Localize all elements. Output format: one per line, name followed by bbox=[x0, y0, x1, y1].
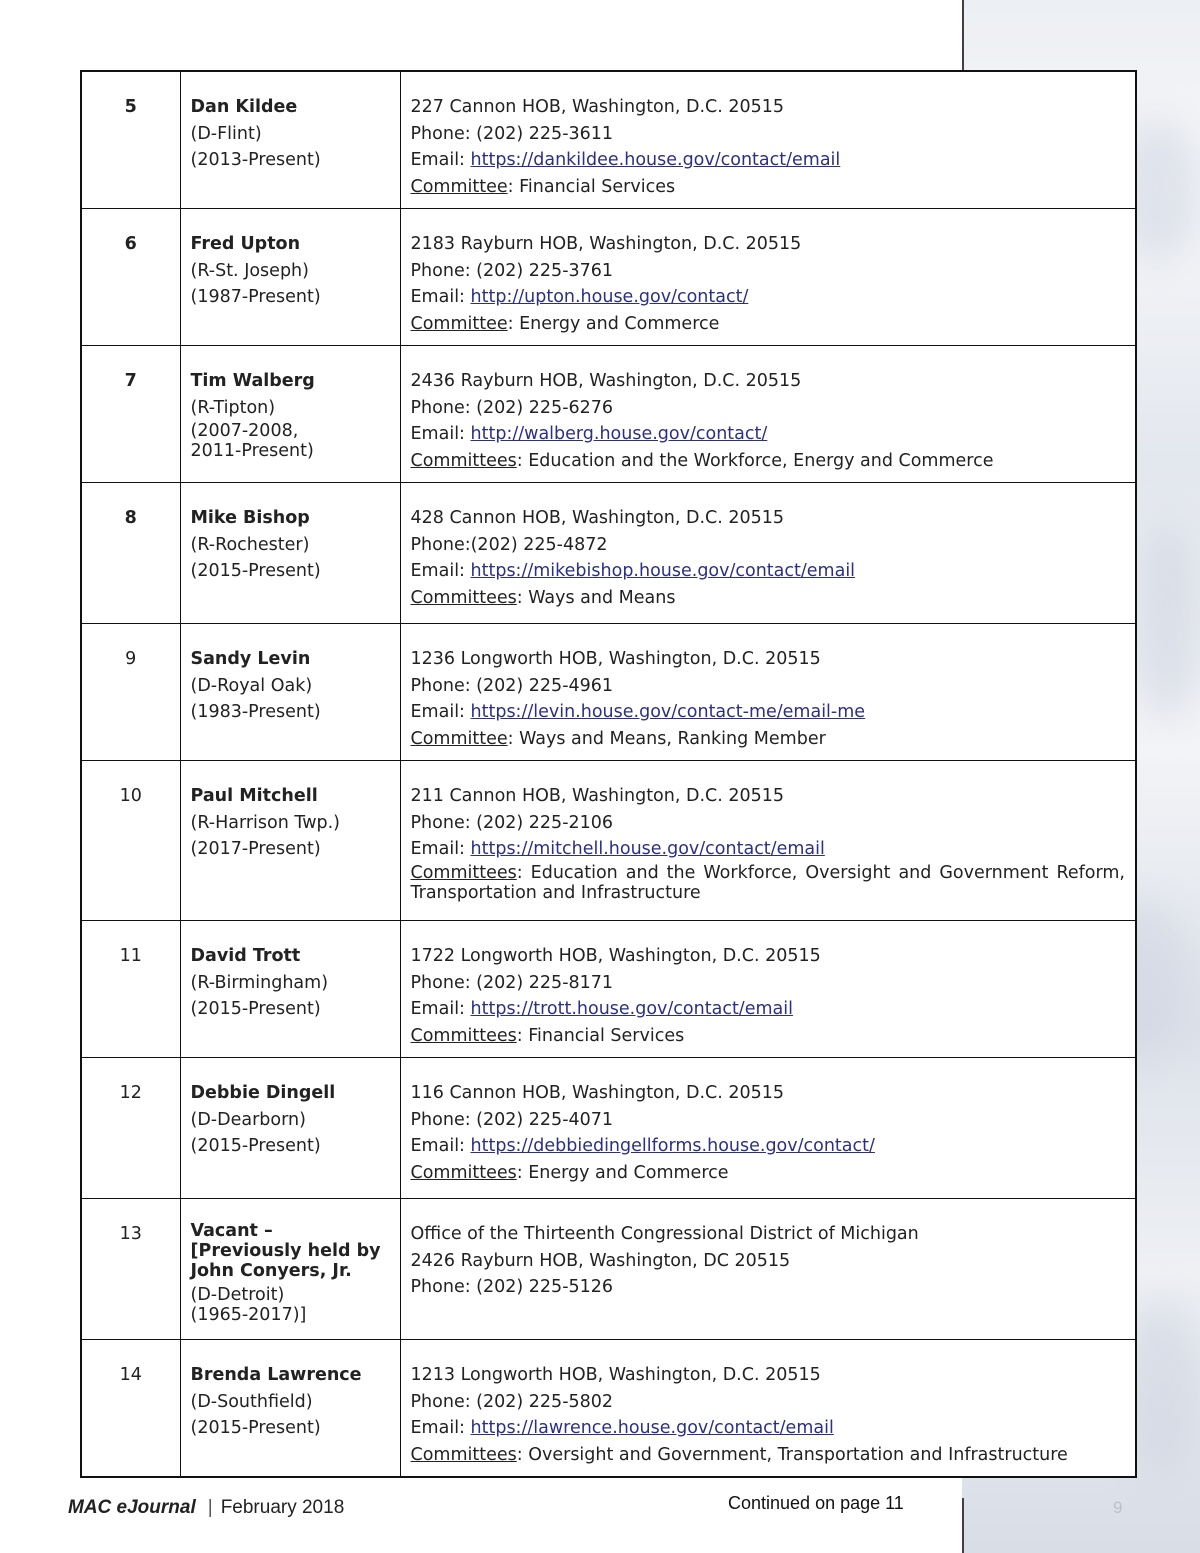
office-address: 2426 Rayburn HOB, Washington, DC 20515 bbox=[410, 1250, 791, 1271]
committee-text: : Ways and Means, Ranking Member bbox=[507, 728, 826, 749]
tenure: (2007-2008, 2011-Present) bbox=[190, 421, 314, 461]
contact-cell bbox=[400, 346, 1136, 483]
table-row bbox=[81, 624, 1136, 761]
party-city: (R-Harrison Twp.) bbox=[190, 812, 341, 833]
representative-cell bbox=[180, 71, 400, 209]
table-row bbox=[81, 1058, 1136, 1199]
representative-name: Brenda Lawrence bbox=[190, 1365, 362, 1385]
email-label: Email: bbox=[410, 1418, 471, 1438]
phone: Phone: (202) 225-4961 bbox=[410, 675, 614, 696]
party-city: (R-Tipton) bbox=[190, 397, 276, 418]
representatives-table bbox=[80, 70, 1137, 1478]
email-link[interactable]: http://walberg.house.gov/contact/ bbox=[470, 424, 768, 444]
contact-cell bbox=[400, 761, 1136, 921]
representative-cell bbox=[180, 1340, 400, 1478]
email-link[interactable]: https://mitchell.house.gov/contact/email bbox=[470, 839, 825, 859]
phone: Phone: (202) 225-5802 bbox=[410, 1391, 614, 1412]
district-number: 6 bbox=[81, 209, 180, 346]
email-label: Email: bbox=[410, 424, 471, 444]
email-label: Email: bbox=[410, 702, 471, 722]
email-label: Email: bbox=[410, 287, 471, 307]
district-number: 11 bbox=[81, 921, 180, 1058]
committee-label: Committees bbox=[410, 1444, 517, 1465]
email-link[interactable]: https://mikebishop.house.gov/contact/email bbox=[470, 561, 856, 581]
email-link[interactable]: https://levin.house.gov/contact-me/email-me bbox=[470, 702, 866, 722]
committee-text: : Financial Services bbox=[516, 1025, 685, 1046]
table-row bbox=[81, 1199, 1136, 1340]
district-number: 13 bbox=[81, 1199, 180, 1340]
representative-name: Vacant – [Previously held by John Conyers, Jr. bbox=[190, 1221, 381, 1281]
committee-label: Committee bbox=[410, 176, 508, 197]
phone: Phone: (202) 225-6276 bbox=[410, 397, 614, 418]
tenure: (2017-Present) bbox=[190, 839, 321, 859]
email-link[interactable]: http://upton.house.gov/contact/ bbox=[470, 287, 749, 307]
phone: Phone: (202) 225-4071 bbox=[410, 1109, 614, 1130]
committee-text: : Energy and Commerce bbox=[507, 313, 720, 334]
committee-label: Committees bbox=[410, 587, 517, 608]
committee-label: Committees bbox=[410, 1025, 517, 1046]
tenure: (1983-Present) bbox=[190, 702, 321, 722]
tenure: (2015-Present) bbox=[190, 999, 321, 1019]
email-label: Email: bbox=[410, 150, 471, 170]
phone: Phone:(202) 225-4872 bbox=[410, 534, 608, 555]
representative-name: Dan Kildee bbox=[190, 97, 298, 117]
tenure: (2013-Present) bbox=[190, 150, 321, 170]
footer-journal bbox=[68, 1497, 344, 1519]
representative-name: Mike Bishop bbox=[190, 508, 310, 528]
phone: Phone: (202) 225-3611 bbox=[410, 123, 614, 144]
footer-separator: | bbox=[207, 1497, 213, 1518]
committee-text: : Oversight and Government, Transportation and Infrastructure bbox=[516, 1444, 1068, 1465]
office-address: 1213 Longworth HOB, Washington, D.C. 20515 bbox=[410, 1365, 821, 1385]
district-number: 7 bbox=[81, 346, 180, 483]
representative-name: Paul Mitchell bbox=[190, 786, 318, 806]
table-row bbox=[81, 71, 1136, 209]
representative-name: Debbie Dingell bbox=[190, 1083, 336, 1103]
office-address: 428 Cannon HOB, Washington, D.C. 20515 bbox=[410, 508, 785, 528]
email-link[interactable]: https://lawrence.house.gov/contact/email bbox=[470, 1418, 834, 1438]
table-row bbox=[81, 483, 1136, 624]
email-link[interactable]: https://dankildee.house.gov/contact/email bbox=[470, 150, 841, 170]
phone: Phone: (202) 225-8171 bbox=[410, 972, 614, 993]
office-address: 211 Cannon HOB, Washington, D.C. 20515 bbox=[410, 786, 785, 806]
office-address: 227 Cannon HOB, Washington, D.C. 20515 bbox=[410, 97, 785, 117]
representative-cell bbox=[180, 1199, 400, 1340]
contact-cell bbox=[400, 1058, 1136, 1199]
contact-cell bbox=[400, 624, 1136, 761]
office-address: 2183 Rayburn HOB, Washington, D.C. 20515 bbox=[410, 234, 802, 254]
email-label: Email: bbox=[410, 1136, 471, 1156]
table-row bbox=[81, 346, 1136, 483]
office-address: 116 Cannon HOB, Washington, D.C. 20515 bbox=[410, 1083, 785, 1103]
party-city: (R-Birmingham) bbox=[190, 972, 329, 993]
contact-cell bbox=[400, 71, 1136, 209]
email-label: Email: bbox=[410, 561, 471, 581]
phone: Phone: (202) 225-5126 bbox=[410, 1277, 614, 1297]
tenure: (2015-Present) bbox=[190, 561, 321, 581]
party-city: (R-St. Joseph) bbox=[190, 260, 309, 281]
representative-name: Fred Upton bbox=[190, 234, 301, 254]
committee-text: : Education and the Workforce, Energy and Commerce bbox=[516, 450, 994, 471]
district-number: 12 bbox=[81, 1058, 180, 1199]
tenure: (2015-Present) bbox=[190, 1418, 321, 1438]
office-address: 1236 Longworth HOB, Washington, D.C. 20515 bbox=[410, 649, 821, 669]
committee-text: : Ways and Means bbox=[516, 587, 676, 608]
representative-cell bbox=[180, 624, 400, 761]
district-number: 5 bbox=[81, 71, 180, 209]
district-number: 14 bbox=[81, 1340, 180, 1478]
committee-label: Committee bbox=[410, 313, 508, 334]
table-row bbox=[81, 761, 1136, 921]
committee-label: Committee bbox=[410, 728, 508, 749]
contact-cell bbox=[400, 1199, 1136, 1340]
phone: Phone: (202) 225-3761 bbox=[410, 260, 614, 281]
tenure: (2015-Present) bbox=[190, 1136, 321, 1156]
email-label: Email: bbox=[410, 839, 471, 859]
committee-label: Committees bbox=[410, 862, 517, 883]
table-row bbox=[81, 921, 1136, 1058]
representative-cell bbox=[180, 921, 400, 1058]
committee-text: : Education and the Workforce, Oversight and Government Reform, Transportation and Infrastructure bbox=[410, 862, 1125, 903]
party-city: (D-Dearborn) bbox=[190, 1109, 306, 1130]
table-row bbox=[81, 1340, 1136, 1478]
contact-cell bbox=[400, 209, 1136, 346]
committee-label: Committees bbox=[410, 450, 517, 471]
page-number: 9 bbox=[1113, 1498, 1123, 1517]
representative-cell bbox=[180, 761, 400, 921]
office-address: 1722 Longworth HOB, Washington, D.C. 20515 bbox=[410, 946, 821, 966]
email-link[interactable]: https://debbiedingellforms.house.gov/contact/ bbox=[470, 1136, 875, 1156]
representative-cell bbox=[180, 1058, 400, 1199]
representative-cell bbox=[180, 209, 400, 346]
district-number: 8 bbox=[81, 483, 180, 624]
continued-notice: Continued on page 11 bbox=[728, 1493, 904, 1513]
representative-cell bbox=[180, 483, 400, 624]
email-label: Email: bbox=[410, 999, 471, 1019]
journal-name: MAC eJournal bbox=[68, 1497, 196, 1518]
office-address: 2436 Rayburn HOB, Washington, D.C. 20515 bbox=[410, 371, 802, 391]
tenure: (1987-Present) bbox=[190, 287, 321, 307]
committee-text: : Energy and Commerce bbox=[516, 1162, 729, 1183]
phone: Phone: (202) 225-2106 bbox=[410, 812, 614, 833]
representative-name: Sandy Levin bbox=[190, 649, 311, 669]
district-number: 10 bbox=[81, 761, 180, 921]
contact-cell bbox=[400, 1340, 1136, 1478]
committee-label: Committees bbox=[410, 1162, 517, 1183]
committee-text: : Financial Services bbox=[507, 176, 676, 197]
party-city: (D-Royal Oak) bbox=[190, 675, 313, 696]
email-link[interactable]: https://trott.house.gov/contact/email bbox=[470, 999, 793, 1019]
contact-cell bbox=[400, 921, 1136, 1058]
party-city: (R-Rochester) bbox=[190, 534, 310, 555]
table-row bbox=[81, 209, 1136, 346]
representative-name: David Trott bbox=[190, 946, 301, 966]
party-city: (D-Southfield) bbox=[190, 1391, 313, 1412]
representative-name: Tim Walberg bbox=[190, 371, 315, 391]
district-number: 9 bbox=[81, 624, 180, 761]
party-city: (D-Flint) bbox=[190, 123, 262, 144]
tenure: (1965-2017)] bbox=[190, 1305, 307, 1325]
contact-cell bbox=[400, 483, 1136, 624]
representative-cell bbox=[180, 346, 400, 483]
issue-date: February 2018 bbox=[220, 1497, 345, 1518]
party-city: (D-Detroit) bbox=[190, 1285, 285, 1305]
office-name: Office of the Thirteenth Congressional District of Michigan bbox=[410, 1224, 919, 1244]
